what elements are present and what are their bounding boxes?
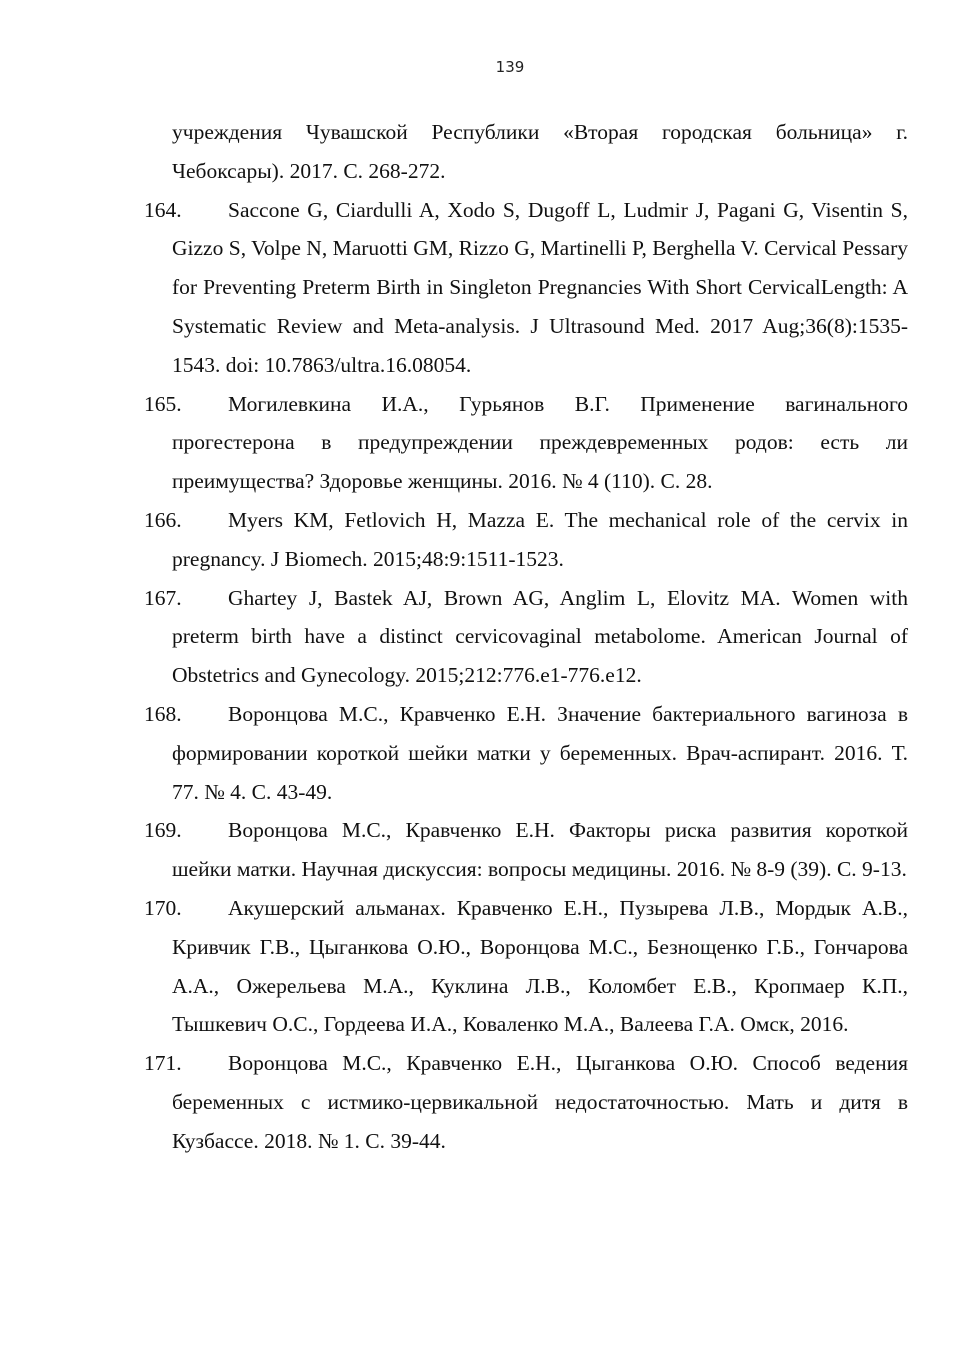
reference-number: 167. — [144, 585, 182, 610]
reference-number: 166. — [144, 507, 182, 532]
reference-number: 164. — [144, 197, 182, 222]
reference-text: Воронцова М.С., Кравченко Е.Н., Цыганкова О.Ю. Способ ведения беременных с истмико-цервикальной недостаточностью. Мать и дитя в Кузбассе. 2018. № 1. С. 39-44. — [172, 1051, 908, 1153]
reference-number: 169. — [144, 818, 182, 843]
page-number: 139 — [495, 58, 525, 76]
reference-item — [144, 579, 908, 695]
reference-text: Воронцова М.С., Кравченко Е.Н. Значение бактериального вагиноза в формировании короткой шейки матки у беременных. Врач-аспирант. 2016. Т. 77. № 4. С. 43-49. — [172, 701, 908, 804]
reference-item — [144, 501, 908, 579]
reference-text: Воронцова М.С., Кравченко Е.Н. Факторы риска развития короткой шейки матки. Научная дискуссия: вопросы медицины. 2016. № 8-9 (39). С. 9-13. — [172, 818, 908, 882]
reference-number: 171. — [144, 1051, 182, 1076]
reference-continuation: учреждения Чувашской Республики «Вторая городская больница» г. Чебоксары). 2017. С. 268-272. — [172, 120, 908, 183]
reference-text: Saccone G, Ciardulli A, Xodo S, Dugoff L, Ludmir J, Pagani G, Visentin S, Gizzo S, Volpe N, Maruotti GM, Rizzo G, Martinelli P, Berghella V. Cervical Pessary for Preventing Preterm Birth in Singleton Pregnancies With Short CervicalLength: A Systematic Review and Meta-analysis. J Ultrasound Med. 2017 Aug;36(8):1535-1543. doi: 10.7863/ultra.16.08054. — [172, 197, 908, 377]
reference-item — [144, 695, 908, 811]
reference-number: 165. — [144, 391, 182, 416]
reference-text: Акушерский альманах. Кравченко Е.Н., Пузырева Л.В., Мордык А.В., Кривчик Г.В., Цыганкова О.Ю., Воронцова М.С., Безнощенко Г.Б., Гончарова А.А., Ожерельева М.А., Куклина Л.В., Коломбет Е.В., Кропмаер К.П., Тышкевич О.С., Гордеева И.А., Коваленко М.А., Валеева Г.А. Омск, 2016. — [172, 895, 908, 1037]
reference-list — [144, 113, 908, 1161]
reference-number: 168. — [144, 701, 182, 726]
reference-item — [144, 1044, 908, 1160]
reference-number: 170. — [144, 895, 182, 920]
reference-text: Ghartey J, Bastek AJ, Brown AG, Anglim L, Elovitz MA. Women with preterm birth have a distinct cervicovaginal metabolome. American Journal of Obstetrics and Gynecology. 2015;212:776.e1-776.e12. — [172, 585, 908, 688]
reference-item — [144, 811, 908, 889]
reference-text: Myers KM, Fetlovich H, Mazza E. The mechanical role of the cervix in pregnancy. J Biomech. 2015;48:9:1511-1523. — [172, 507, 908, 571]
reference-item — [144, 385, 908, 501]
reference-text: Могилевкина И.А., Гурьянов В.Г. Применение вагинального прогестерона в предупреждении преждевременных родов: есть ли преимущества? Здоровье женщины. 2016. № 4 (110). С. 28. — [172, 391, 908, 494]
reference-item — [144, 191, 908, 385]
reference-item — [144, 889, 908, 1044]
